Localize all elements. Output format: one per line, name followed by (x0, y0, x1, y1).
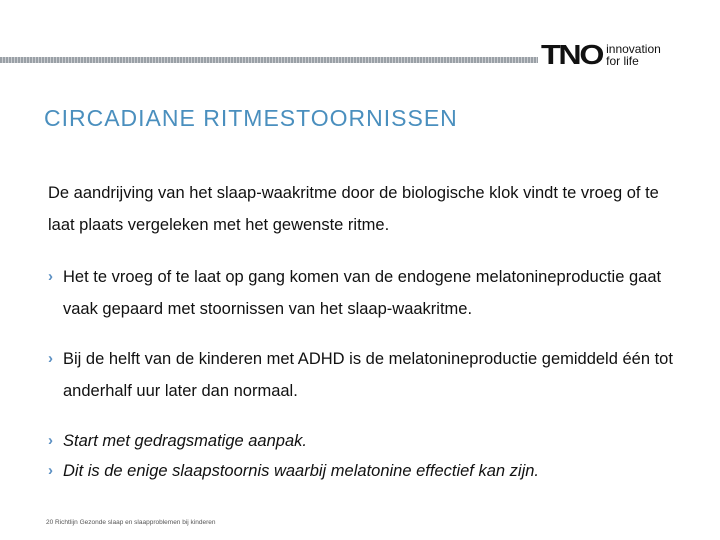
bullet-item (48, 455, 688, 487)
bullet-item (48, 425, 688, 457)
bullet-text: Start met gedragsmatige aanpak. (63, 432, 307, 450)
slide-title: CIRCADIANE RITMESTOORNISSEN (44, 105, 458, 131)
bullet-text: Bij de helft van de kinderen met ADHD is de melatonineproductie gemiddeld één tot anderhalf uur later dan normaal. (63, 350, 673, 400)
intro-paragraph: De aandrijving van het slaap-waakritme door de biologische klok vindt te vroeg of te laat plaats vergeleken met het gewenste ritme. (48, 184, 659, 234)
logo-mark: TNO (541, 39, 603, 70)
chevron-right-icon: › (48, 268, 53, 285)
bullet-item (48, 343, 688, 407)
logo-tagline (606, 43, 661, 67)
chevron-right-icon: › (48, 462, 53, 479)
slide-footer: 20 Richtlijn Gezonde slaap en slaapproblemen bij kinderen (46, 519, 216, 526)
tno-logo (541, 40, 661, 70)
bullet-text: Het te vroeg of te laat op gang komen van de endogene melatonineproductie gaat vaak gepaard met stoornissen van het slaap-waakritme. (63, 268, 662, 318)
chevron-right-icon: › (48, 432, 53, 449)
chevron-right-icon: › (48, 350, 53, 367)
logo-tagline-line2: for life (606, 54, 639, 68)
bullet-item (48, 261, 688, 325)
logo-tagline-line1: innovation (606, 42, 661, 56)
bullet-text: Dit is de enige slaapstoornis waarbij melatonine effectief kan zijn. (63, 462, 540, 480)
header-bar (0, 57, 538, 63)
